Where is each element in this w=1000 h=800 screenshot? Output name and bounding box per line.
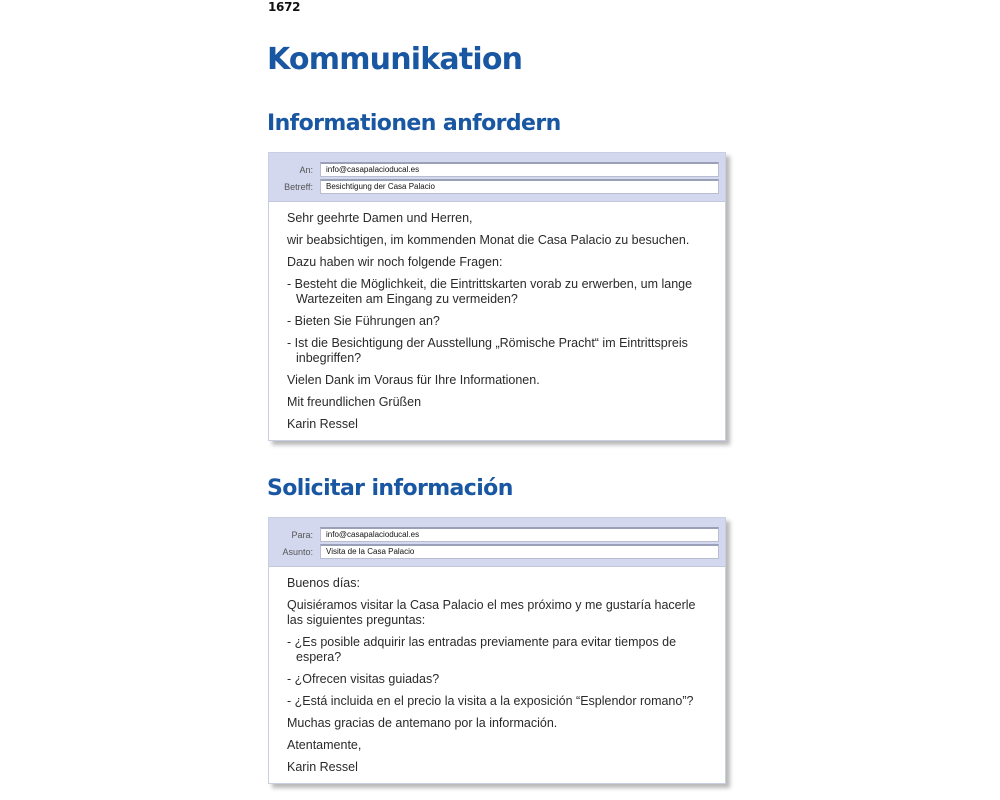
to-row — [269, 161, 719, 178]
question-item: - ¿Ofrecen visitas guiadas? — [287, 672, 440, 686]
subject-label: Betreff: — [284, 181, 313, 192]
to-label: An: — [299, 164, 313, 175]
body-paragraph: Dazu haben wir noch folgende Fragen: — [287, 255, 503, 269]
section-title-spanish: Solicitar información — [267, 476, 513, 501]
body-paragraph: wir beabsichtigen, im kommenden Monat die Casa Palacio zu besuchen. — [287, 233, 690, 247]
subject-row — [269, 543, 719, 560]
question-item: - Ist die Besichtigung der Ausstellung „Römische Pracht“ im Eintrittspreis inbegriffen? — [287, 336, 688, 365]
closing: Mit freundlichen Grüßen — [287, 395, 422, 409]
question-item: - Besteht die Möglichkeit, die Eintrittskarten vorab zu erwerben, um lange Wartezeiten am Eingang zu vermeiden? — [287, 277, 693, 306]
email-body — [269, 202, 725, 440]
email-german — [268, 152, 726, 441]
question-item: - Bieten Sie Führungen an? — [287, 314, 440, 328]
section-title-german: Informationen anfordern — [267, 111, 561, 136]
body-paragraph: Vielen Dank im Voraus für Ihre Informationen. — [287, 373, 540, 387]
subject-label: Asunto: — [282, 546, 313, 557]
subject-row — [269, 178, 719, 195]
question-item: - ¿Es posible adquirir las entradas previamente para evitar tiempos de espera? — [287, 635, 677, 664]
to-field[interactable]: info@casapalacioducal.es — [320, 527, 719, 542]
body-paragraph: Muchas gracias de antemano por la información. — [287, 716, 558, 730]
email-header — [269, 153, 725, 202]
to-label: Para: — [291, 529, 313, 540]
to-field[interactable]: info@casapalacioducal.es — [320, 162, 719, 177]
closing: Atentamente, — [287, 738, 362, 752]
body-paragraph: Quisiéramos visitar la Casa Palacio el mes próximo y me gustaría hacerle las siguientes preguntas: — [287, 598, 696, 627]
signature: Karin Ressel — [287, 760, 358, 774]
greeting: Buenos días: — [287, 576, 360, 590]
email-body — [269, 567, 725, 783]
page-number: 1672 — [268, 0, 301, 14]
signature: Karin Ressel — [287, 417, 358, 431]
email-header — [269, 518, 725, 567]
email-spanish — [268, 517, 726, 784]
greeting: Sehr geehrte Damen und Herren, — [287, 211, 473, 225]
question-item: - ¿Está incluida en el precio la visita a la exposición “Esplendor romano”? — [287, 694, 694, 708]
subject-field[interactable]: Visita de la Casa Palacio — [320, 544, 719, 559]
to-row — [269, 526, 719, 543]
subject-field[interactable]: Besichtigung der Casa Palacio — [320, 179, 719, 194]
page-title: Kommunikation — [267, 42, 523, 77]
